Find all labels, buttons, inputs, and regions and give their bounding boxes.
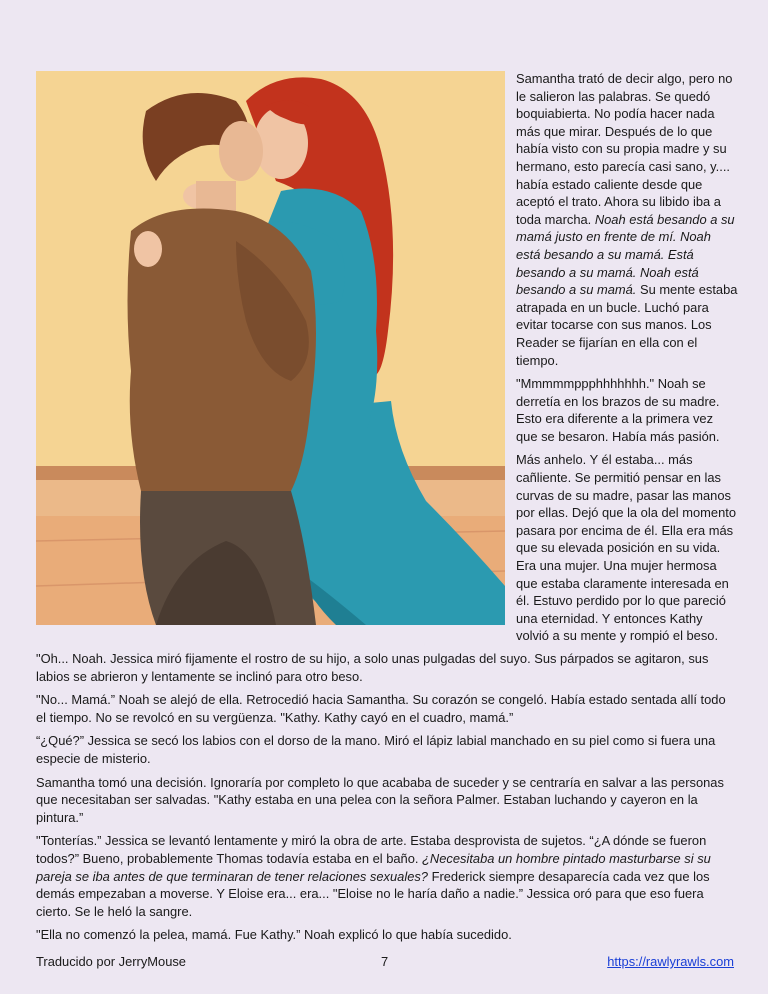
page-number: 7 — [381, 954, 389, 969]
body-paragraph: "No... Mamá.” Noah se alejó de ella. Retrocedió hacia Samantha. Su corazón se congeló. Había estado sentada allí todo el tiempo. No se revolcó en su vergüenza. "Kathy. Kathy cayó en el cuadro, mamá.” — [36, 692, 726, 725]
body-paragraph: Samantha tomó una decisión. Ignoraría por completo lo que acababa de suceder y se centraría en salvar a las personas que necesitaban ser salvadas. "Kathy estaba en una pelea con la señora Palmer. Estaban luchando y cayeron en la pintura.” — [36, 774, 724, 825]
body-paragraph: "Ella no comenzó la pelea, mamá. Fue Kathy.” Noah explicó lo que había sucedido. — [36, 927, 512, 943]
side-paragraph: Samantha trató de decir algo, pero no le salieron las palabras. Se quedó boquiabierta. No podía hacer nada más que mirar. Después de lo que había visto con su propia madre y su hermano, esto parecía casi sano, y.... había estado caliente desde que aceptó el trato. Ahora su libido iba a toda marcha. Noah está besando a su mamá justo en frente de mí. Noah está besando a su mamá. Está besando a su mamá. Noah está besando a su mamá. Su mente estaba atrapada en un bucle. Luchó para evitar tocarse con sus manos. Los Reader se fijarían en ella con el tiempo. — [516, 71, 738, 368]
translator-credit: Traducido por JerryMouse — [36, 954, 186, 969]
full-width-text — [36, 650, 736, 950]
side-text-column — [516, 70, 738, 651]
illustration-embrace — [36, 71, 505, 625]
side-paragraph: "Mmmmmppphhhhhhh." Noah se derretía en los brazos de su madre. Esto era diferente a la primera vez que se besaron. Había más pasión. — [516, 376, 720, 444]
body-paragraph: “¿Qué?” Jessica se secó los labios con el dorso de la mano. Miró el lápiz labial manchado en su piel como si fuera una especie de misterio. — [36, 733, 716, 766]
website-link[interactable]: https://rawlyrawls.com — [607, 954, 734, 969]
side-paragraph: Más anhelo. Y él estaba... más cañliente. Se permitió pensar en las curvas de su madre, pasar las manos por ellas. Dejó que la ola del momento pasara por encima de él. Ella era más que su elevada posición en su vida. Era una mujer. Una mujer hermosa que estaba claramente interesada en él. Estuvo perdido por lo que pareció una eternidad. Y entonces Kathy volvió a su mente y rompió el beso. — [516, 452, 736, 644]
body-paragraph: "Tonterías.” Jessica se levantó lentamente y miró la obra de arte. Estaba desprovista de sujetos. “¿A dónde se fueron todos?” Bueno, probablemente Thomas todavía estaba en el baño. ¿Necesitaba un hombre pintado masturbarse si su pareja se iba antes de que terminaran de tener relaciones sexuales? Frederick siempre desaparecía cada vez que los demás empezaban a moverse. Y Eloise era... era... "Eloise no le haría daño a nadie.” Jessica oró para que eso fuera cierto. Se le heló la sangre. — [36, 833, 711, 919]
page-footer — [36, 954, 734, 972]
body-paragraph: "Oh... Noah. Jessica miró fijamente el rostro de su hijo, a solo unas pulgadas del suyo. Sus párpados se agitaron, sus labios se abrieron y lentamente se inclinó para otro beso. — [36, 651, 709, 684]
